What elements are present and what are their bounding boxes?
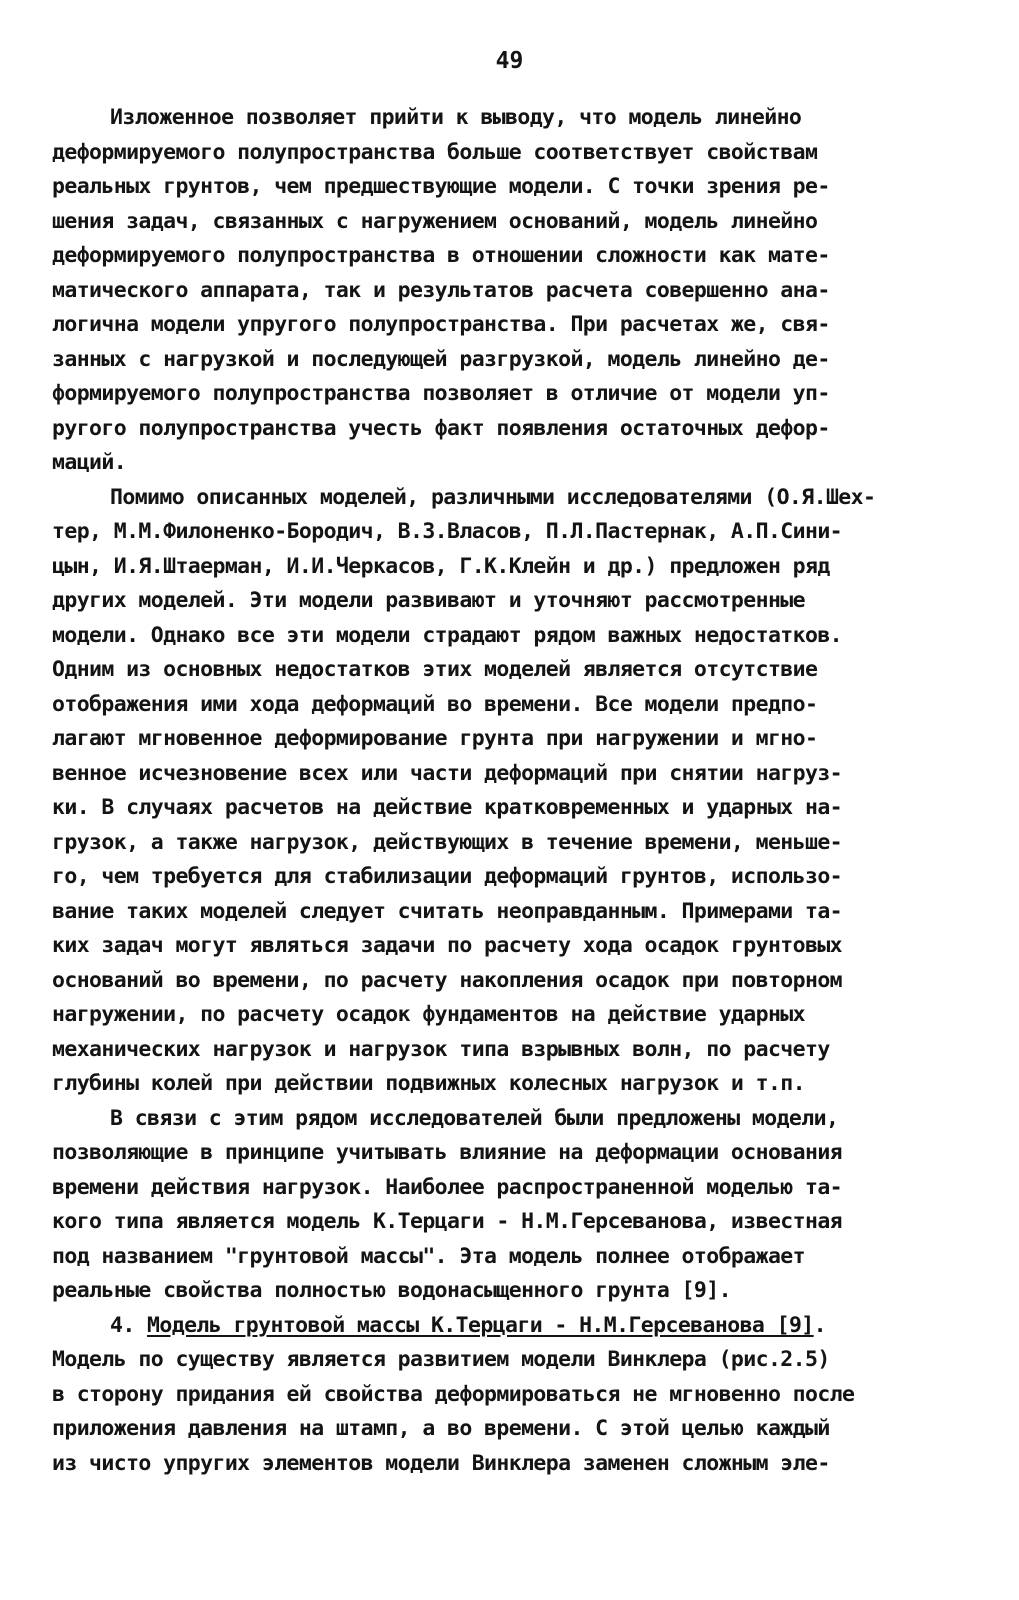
text-line: Модель по существу является развитием модели Винклера (рис.2.5) [52, 1347, 830, 1372]
text-line: Одним из основных недостатков этих моделей является отсутствие [52, 657, 818, 682]
text-line: деформируемого полупространства больше соответствует свойствам [52, 139, 818, 165]
text-line: других моделей. Эти модели развивают и уточняют рассмотренные [52, 588, 805, 613]
section-4 [52, 1309, 972, 1482]
text-line: приложения давления на штамп, а во времени. С этой целью каждый [52, 1416, 830, 1441]
text-line: шения задач, связанных с нагружением оснований, модель линейно [52, 208, 818, 234]
body-text [52, 101, 972, 1481]
text-line: ругого полупространства учесть факт появления остаточных дефор- [52, 415, 830, 441]
text-line: Изложенное позволяет прийти к выводу, что модель линейно [110, 105, 802, 130]
paragraph-3 [52, 1102, 972, 1309]
text-line: Помимо описанных моделей, различными исследователями (О.Я.Шех- [110, 484, 876, 510]
section-heading-end: . [813, 1312, 826, 1338]
text-line: из чисто упругих элементов модели Винклера заменен сложным эле- [52, 1450, 830, 1476]
text-line: го, чем требуется для стабилизации деформаций грунтов, использо- [52, 864, 843, 889]
page-number: 49 [495, 48, 524, 74]
text-line: ки. В случаях расчетов на действие кратковременных и ударных на- [52, 795, 843, 820]
text-line: логична модели упругого полупространства. При расчетах же, свя- [52, 312, 830, 337]
section-heading: Модель грунтовой массы К.Терцаги - Н.М.Герсеванова [9] [147, 1312, 814, 1338]
text-line: кого типа является модель К.Терцаги - Н.М.Герсеванова, известная [52, 1209, 843, 1234]
text-line: формируемого полупространства позволяет в отличие от модели уп- [52, 381, 830, 406]
paragraph-1 [52, 101, 972, 481]
text-line: времени действия нагрузок. Наиболее распространенной моделью та- [52, 1174, 843, 1200]
text-line: лагают мгновенное деформирование грунта при нагружении и мгно- [52, 726, 818, 751]
text-line: реальные свойства полностью водонасыщенного грунта [9]. [52, 1278, 731, 1303]
text-line: венное исчезновение всех или части деформаций при снятии нагруз- [52, 760, 843, 786]
text-line: маций. [52, 450, 127, 475]
text-line: грузок, а также нагрузок, действующих в течение времени, меньше- [52, 829, 843, 855]
text-line: под названием "грунтовой массы". Эта модель полнее отображает [52, 1243, 805, 1269]
text-line: механических нагрузок и нагрузок типа взрывных волн, по расчету [52, 1036, 830, 1062]
text-line: деформируемого полупространства в отношении сложности как мате- [52, 243, 830, 268]
text-line: вание таких моделей следует считать неоправданным. Примерами та- [52, 898, 843, 924]
text-line: матического аппарата, так и результатов расчета совершенно ана- [52, 277, 830, 303]
paragraph-2 [52, 481, 972, 1102]
section-number: 4. [110, 1312, 148, 1338]
text-line: реальных грунтов, чем предшествующие модели. С точки зрения ре- [52, 174, 830, 199]
text-line: В связи с этим рядом исследователей были предложены модели, [110, 1105, 839, 1131]
text-line: ких задач могут являться задачи по расчету хода осадок грунтовых [52, 933, 843, 958]
text-line: отображения ими хода деформаций во времени. Все модели предпо- [52, 691, 818, 717]
text-line: модели. Однако все эти модели страдают рядом важных недостатков. [52, 622, 843, 648]
text-line: в сторону придания ей свойства деформироваться не мгновенно после [52, 1381, 855, 1407]
text-line: глубины колей при действии подвижных колесных нагрузок и т.п. [52, 1071, 805, 1096]
text-line: цын, И.Я.Штаерман, И.И.Черкасов, Г.К.Клейн и др.) предложен ряд [52, 553, 830, 579]
text-line: занных с нагрузкой и последующей разгрузкой, модель линейно де- [52, 346, 830, 372]
text-line: тер, М.М.Филоненко-Бородич, В.З.Власов, П.Л.Пастернак, А.П.Сини- [52, 519, 843, 544]
text-line: оснований во времени, по расчету накопления осадок при повторном [52, 967, 843, 993]
text-line: нагружении, по расчету осадок фундаментов на действие ударных [52, 1002, 805, 1027]
section-heading-line [52, 1309, 972, 1344]
text-line: позволяющие в принципе учитывать влияние на деформации основания [52, 1140, 843, 1165]
